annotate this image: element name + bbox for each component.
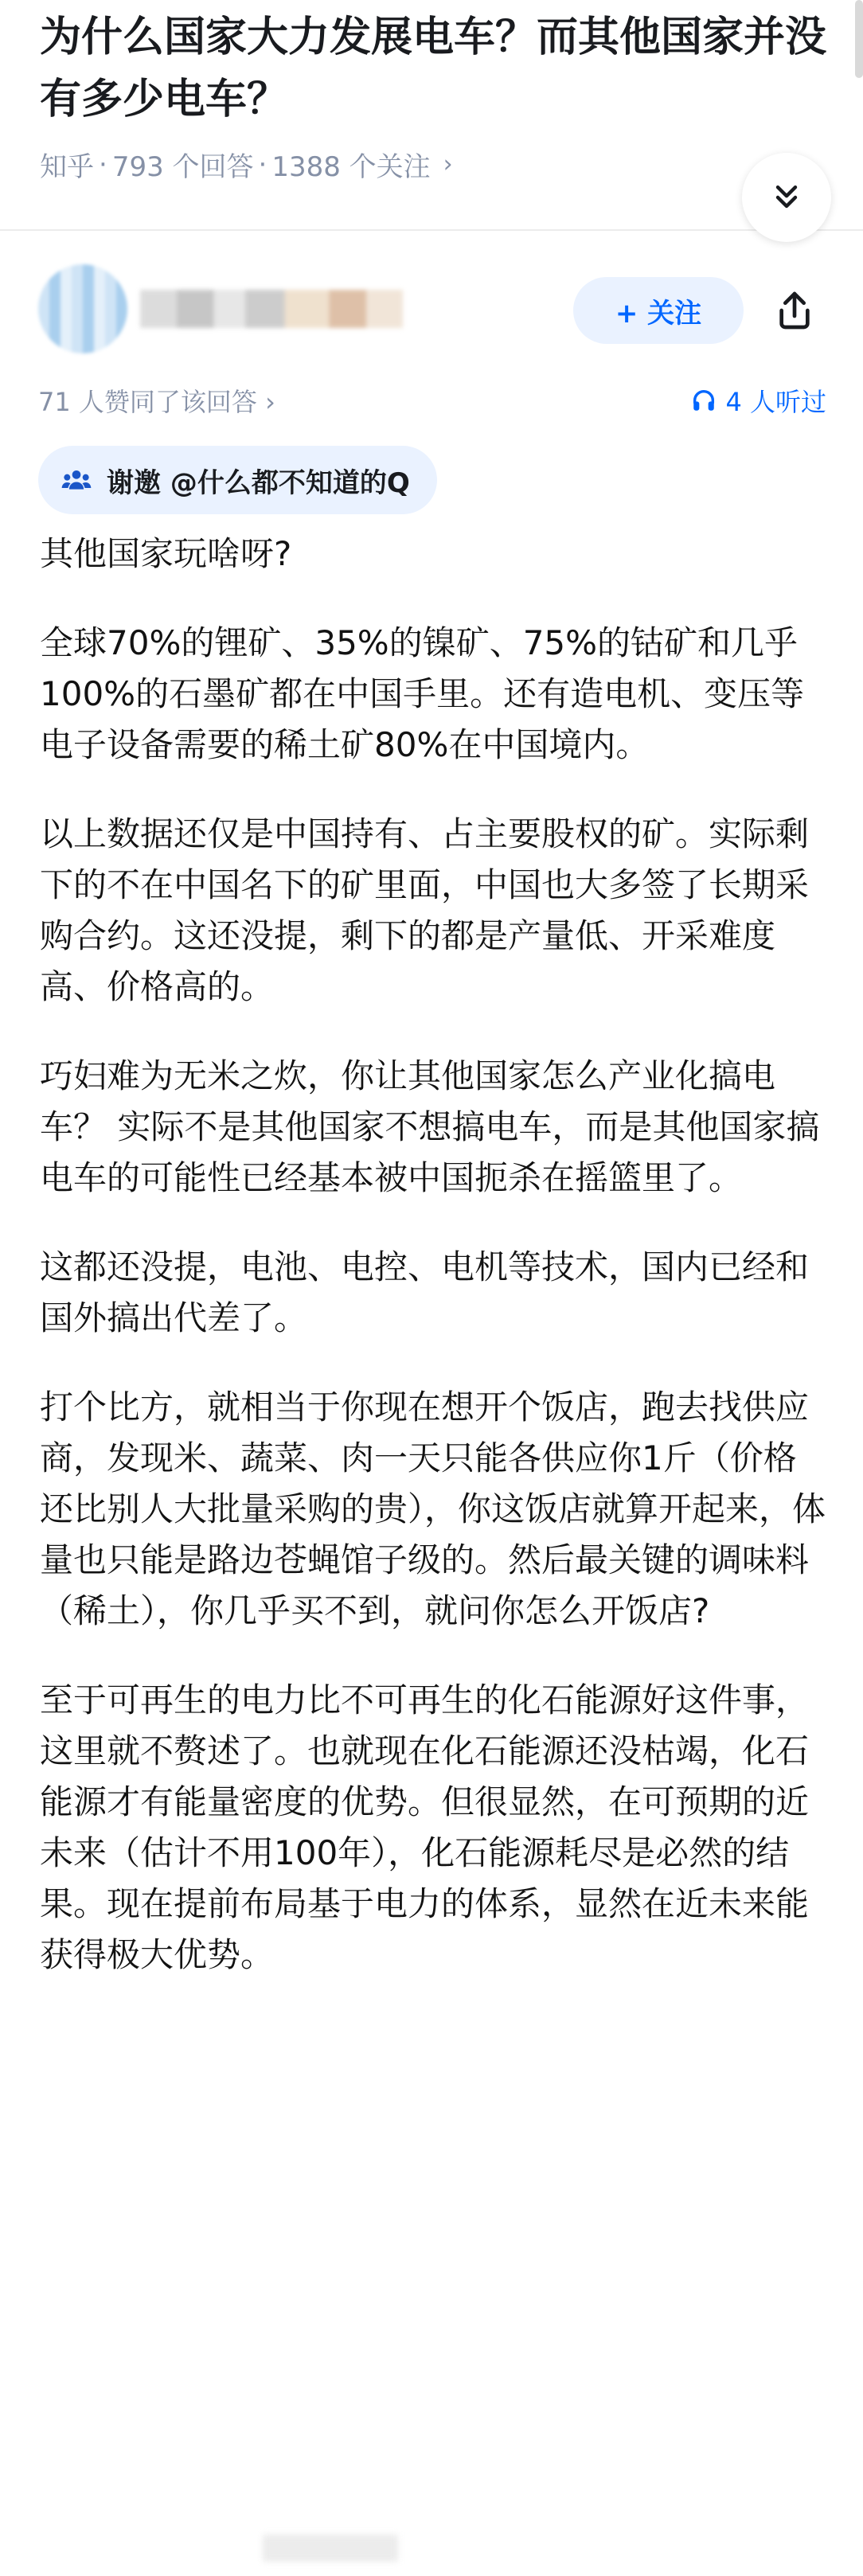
answer-paragraph: 全球70%的锂矿、35%的镍矿、75%的钴矿和几乎100%的石墨矿都在中国手里。还有造电机、变压等电子设备需要的稀土矿80%在中国境内。 xyxy=(40,623,805,764)
agree-count[interactable]: 71 人赞同了该回答 › xyxy=(38,387,275,417)
answer-content xyxy=(40,529,828,2019)
chevron-right-icon: › xyxy=(443,150,453,178)
question-header xyxy=(0,0,863,231)
question-meta[interactable] xyxy=(40,145,453,184)
invite-label: 谢邀 @什么都不知道的Q xyxy=(107,466,410,499)
scrollbar[interactable] xyxy=(855,0,863,78)
meta-separator: · xyxy=(258,148,267,181)
answer-paragraph: 其他国家玩啥呀? xyxy=(40,534,292,573)
answer-stats xyxy=(38,377,826,419)
answer-paragraph: 至于可再生的电力比不可再生的化石能源好这件事，这里就不赘述了。也就现在化石能源还没枯竭，化石能源才有能量密度的优势。但很显然，在可预期的近未来（估计不用100年），化石能源耗尽是必然的结果。现在提前布局基于电力的体系，显然在近未来能获得极大优势。 xyxy=(40,1680,810,1974)
meta-separator: · xyxy=(99,148,107,181)
source-label: 知乎 xyxy=(40,151,94,183)
answer-paragraph: 打个比方，就相当于你现在想开个饭店，跑去找供应商，发现米、蔬菜、肉一天只能各供应你1斤（价格还比别人大批量采购的贵），你这饭店就算开起来，体量也只能是路边苍蝇馆子级的。然后最关键的调味料（稀土），你几乎买不到，就问你怎么开饭店? xyxy=(40,1388,826,1630)
answer-paragraph: 以上数据还仅是中国持有、占主要股权的矿。实际剩下的不在中国名下的矿里面，中国也大多签了长期采购合约。这还没提，剩下的都是产量低、开采难度高、价格高的。 xyxy=(40,814,810,1006)
double-chevron-down-icon xyxy=(769,180,804,215)
answer-paragraph: 这都还没提，电池、电控、电机等技术，国内已经和国外搞出代差了。 xyxy=(40,1247,810,1337)
question-title[interactable]: 为什么国家大力发展电车？而其他国家并没有多少电车？ xyxy=(40,14,827,123)
blurred-footer-text xyxy=(263,2535,398,2562)
follower-count: 1388 个关注 xyxy=(271,151,431,183)
expand-question-button[interactable] xyxy=(742,153,831,242)
avatar[interactable] xyxy=(38,264,127,353)
listen-count: 4 人听过 xyxy=(725,387,826,417)
share-button[interactable] xyxy=(769,285,820,336)
follow-button[interactable]: + 关注 xyxy=(573,277,744,344)
author-name-blurred[interactable] xyxy=(140,290,403,328)
group-icon xyxy=(61,464,92,496)
invite-tag[interactable] xyxy=(38,446,437,514)
answer-paragraph: 巧妇难为无米之炊，你让其他国家怎么产业化搞电车？ 实际不是其他国家不想搞电车，而是其他国家搞电车的可能性已经基本被中国扼杀在摇篮里了。 xyxy=(40,1056,820,1197)
share-icon xyxy=(772,288,817,333)
headphones-icon xyxy=(690,387,717,414)
answer-count: 793 个回答 xyxy=(111,151,254,183)
listen-count-link[interactable] xyxy=(690,382,826,419)
bottom-fade xyxy=(0,2528,863,2576)
author-row xyxy=(0,263,863,358)
